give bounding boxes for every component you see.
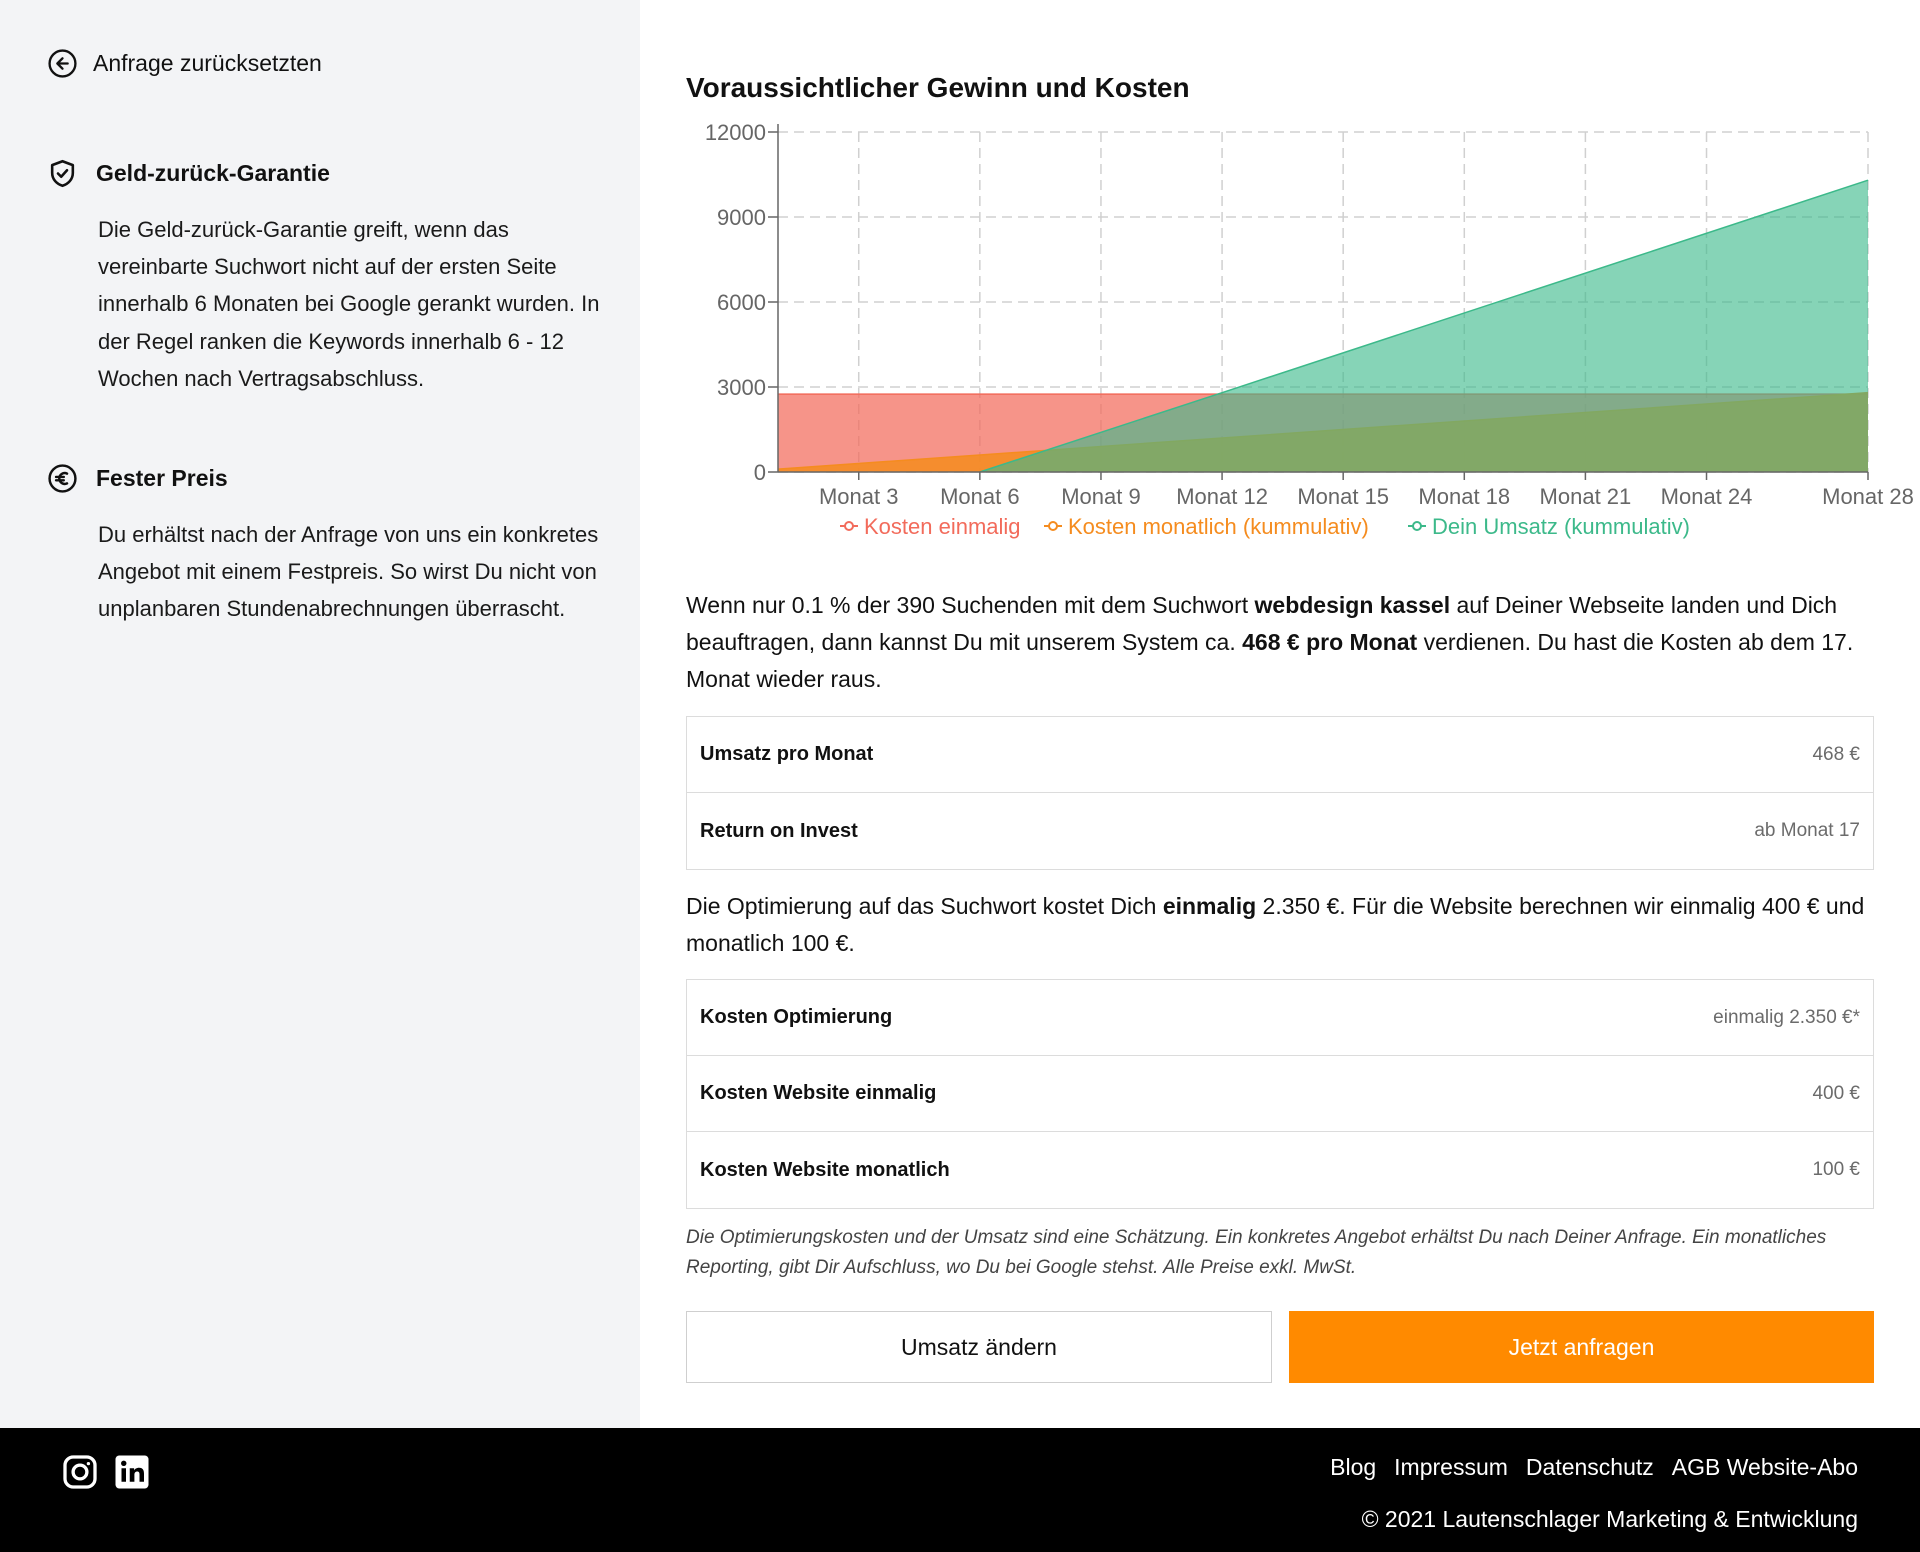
footer-links (1330, 1454, 1858, 1481)
x-tick-label: Monat 28 (1822, 484, 1914, 509)
x-tick-label: Monat 24 (1660, 484, 1753, 509)
shield-check-icon (47, 158, 78, 189)
legend-label: Dein Umsatz (kummulativ) (1432, 514, 1690, 539)
x-tick-label: Monat 9 (1061, 484, 1141, 509)
footer-link-blog[interactable]: Blog (1330, 1454, 1377, 1480)
chart-title: Voraussichtlicher Gewinn und Kosten (686, 72, 1190, 103)
reset-request-button[interactable] (47, 48, 322, 79)
cost-table (686, 979, 1874, 1209)
table-row: Umsatz pro Monat 468 € (687, 717, 1873, 793)
x-tick-label: Monat 15 (1297, 484, 1390, 509)
footer (0, 1428, 1920, 1552)
y-tick-label: 3000 (717, 375, 766, 400)
disclaimer-note: Die Optimierungskosten und der Umsatz sind eine Schätzung. Ein konkretes Angebot erhältst Du nach Deiner Anfrage. Ein monatliches Reporting, gibt Dir Aufschluss, wo Du bei Google stehst. Alle Preise exkl. MwSt. (686, 1227, 1827, 1278)
table-row: Kosten Website monatlich 100 € (700, 1158, 1860, 1181)
revenue-table (686, 716, 1874, 870)
reset-request-label: Anfrage zurücksetzten (93, 50, 322, 76)
legend-marker-dot (1049, 522, 1057, 530)
request-now-button[interactable]: Jetzt anfragen (1289, 1311, 1874, 1383)
feature-money-back (47, 158, 607, 397)
x-tick-label: Monat 3 (818, 484, 899, 509)
legend-marker-dot (845, 522, 853, 530)
copyright: © 2021 Lautenschlager Marketing & Entwicklung (1361, 1506, 1858, 1532)
summary-text: Wenn nur 0.1 % der 390 Suchenden mit dem Suchwort webdesign kassel auf Deiner Webseite landen und Dich beauftragen, dann kannst Du mit unserem System ca. 468 € pro Monat verdienen. Du hast die Kosten ab dem 17. Monat wieder raus. (686, 592, 1854, 693)
y-tick-label: 9000 (717, 205, 766, 230)
y-tick-label: 6000 (717, 290, 766, 315)
table-row: Kosten Website einmalig 400 € (687, 1056, 1873, 1132)
legend-label: Kosten einmalig (864, 514, 1021, 539)
footer-link-impressum[interactable]: Impressum (1394, 1454, 1508, 1480)
y-tick-label: 12000 (704, 120, 766, 145)
revenue-highlight: 468 € pro Monat (1242, 629, 1418, 656)
instagram-icon[interactable] (62, 1454, 98, 1490)
feature-title: Fester Preis (96, 465, 228, 491)
footer-link-datenschutz[interactable]: Datenschutz (1525, 1454, 1654, 1480)
legend-marker-dot (1413, 522, 1421, 530)
x-tick-label: Monat 18 (1418, 484, 1511, 509)
arrow-left-circle-icon (47, 48, 78, 79)
y-tick-label: 0 (753, 460, 766, 485)
sidebar (0, 0, 640, 1428)
keyword: webdesign kassel (1254, 592, 1451, 618)
table-row: Kosten Optimierung einmalig 2.350 €* (687, 980, 1873, 1056)
footer-link-agb[interactable]: AGB Website-Abo (1671, 1454, 1858, 1480)
x-tick-label: Monat 12 (1176, 484, 1268, 509)
x-tick-label: Monat 21 (1539, 484, 1632, 509)
euro-circle-icon (47, 463, 78, 494)
feature-text: Du erhältst nach der Anfrage von uns ein konkretes Angebot mit einem Festpreis. So wirst Du nicht von unplanbaren Stundenabrechnungen überrascht. (98, 522, 599, 622)
linkedin-icon[interactable] (114, 1454, 150, 1490)
table-row: Return on Invest ab Monat 17 (700, 819, 1860, 842)
cost-text: Die Optimierung auf das Suchwort kostet Dich einmalig 2.350 €. Für die Website berechnen wir einmalig 400 € und monatlich 100 €. (686, 893, 1865, 957)
feature-title: Geld-zurück-Garantie (96, 160, 330, 186)
legend-label: Kosten monatlich (kummulativ) (1068, 514, 1369, 539)
change-revenue-button[interactable]: Umsatz ändern (686, 1311, 1272, 1383)
social-links (62, 1454, 150, 1490)
profit-cost-chart (686, 110, 1914, 560)
x-tick-label: Monat 6 (940, 484, 1020, 509)
feature-text: Die Geld-zurück-Garantie greift, wenn das vereinbarte Suchwort nicht auf der ersten Seite innerhalb 6 Monaten bei Google gerankt wurden. In der Regel ranken die Keywords innerhalb 6 - 12 Wochen nach Vertragsabschluss. (98, 217, 600, 391)
feature-fixed-price (47, 463, 607, 628)
